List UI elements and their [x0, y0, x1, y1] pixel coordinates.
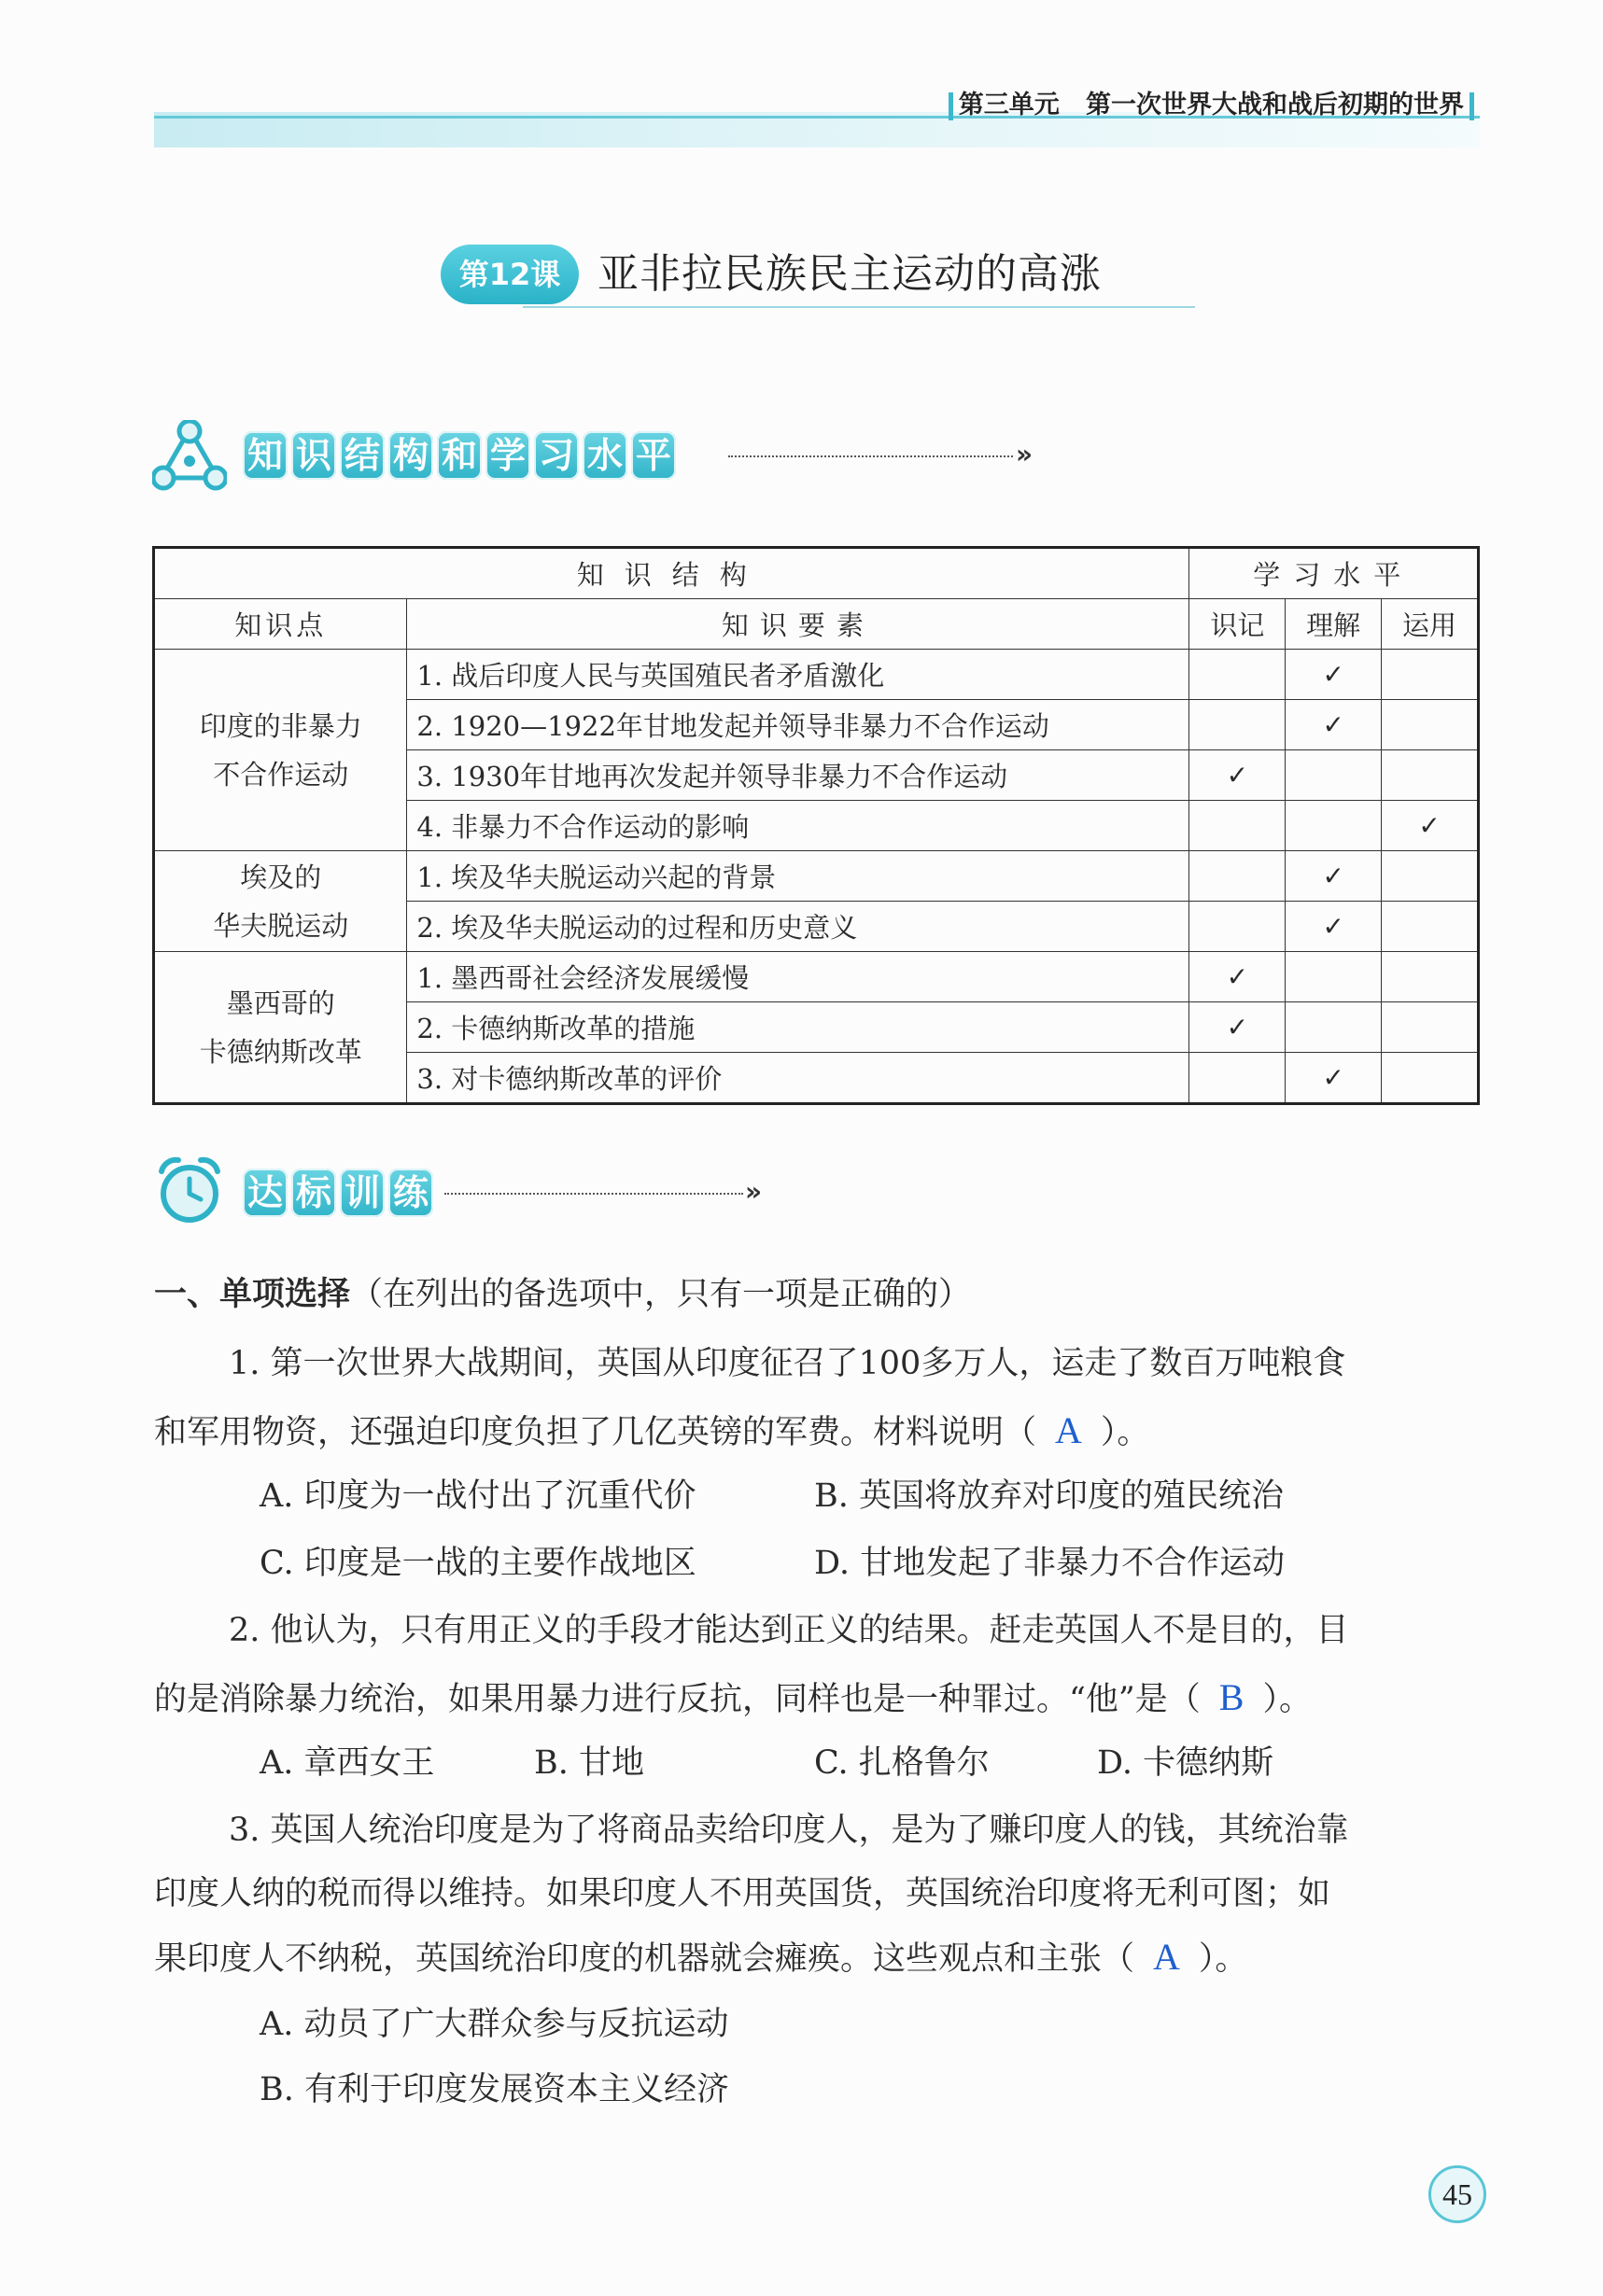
header-learning-level: 学习水平 [1189, 548, 1479, 599]
q1-option-c: C. 印度是一战的主要作战地区 [260, 1545, 696, 1582]
check-mark: ✓ [1189, 750, 1286, 801]
section-char: 构 [388, 431, 433, 480]
level-cell [1189, 1053, 1286, 1104]
section-char: 达 [243, 1169, 288, 1217]
col-knowledge-point: 知识点 [154, 599, 407, 650]
q1-stem: 和军用物资，还强迫印度负担了几亿英镑的军费。材料说明（ [154, 1414, 1037, 1451]
level-cell [1286, 1002, 1382, 1053]
section-char: 学 [485, 431, 530, 480]
lesson-underline [523, 306, 1195, 308]
part-note: （在列出的备选项中，只有一项是正确的） [350, 1276, 972, 1313]
section-char: 结 [340, 431, 385, 480]
q2-option-b: B. 甘地 [534, 1744, 644, 1782]
section-char: 知 [243, 431, 288, 480]
level-cell [1286, 801, 1382, 851]
level-cell [1189, 902, 1286, 952]
knowledge-point-cell [154, 952, 407, 1104]
q3-line3 [154, 1934, 1247, 1982]
knowledge-point-cell [154, 650, 407, 851]
q3-line2: 印度人纳的税而得以维持。如果印度人不用英国货，英国统治印度将无利可图；如 [154, 1875, 1331, 1912]
knowledge-point-line: 印度的非暴力 [199, 709, 362, 742]
running-header [896, 84, 1480, 120]
level-cell [1382, 1053, 1479, 1104]
section-arrow-icon: » [745, 1176, 763, 1207]
knowledge-point-line: 埃及的 [240, 861, 322, 893]
q3-stem-end: ）。 [1198, 1940, 1248, 1978]
section-char: 练 [388, 1169, 433, 1217]
knowledge-point-line: 华夫脱运动 [213, 909, 349, 942]
knowledge-table [152, 546, 1480, 1105]
alarm-clock-icon [152, 1153, 227, 1227]
knowledge-point-cell [154, 851, 407, 952]
q2-option-c: C. 扎格鲁尔 [814, 1744, 990, 1782]
header-title: 第一次世界大战和战后初期的世界 [1086, 91, 1464, 119]
element-text: 2. 卡德纳斯改革的措施 [407, 1002, 1189, 1053]
section-dotted-rule [728, 455, 1013, 457]
level-cell [1382, 952, 1479, 1002]
q2-line1: 2. 他认为，只有用正义的手段才能达到正义的结果。赶走英国人不是目的，目 [229, 1612, 1349, 1649]
q3-stem: 果印度人不纳税，英国统治印度的机器就会瘫痪。这些观点和主张（ [154, 1940, 1135, 1978]
section-char: 识 [291, 431, 336, 480]
q1-option-d: D. 甘地发起了非暴力不合作运动 [814, 1545, 1286, 1582]
q2-stem: 的是消除暴力统治，如果用暴力进行反抗，同样也是一种罪过。“他”是（ [154, 1681, 1201, 1718]
header-unit: 第三单元 [958, 91, 1060, 119]
level-cell [1382, 750, 1479, 801]
section-knowledge-title [243, 431, 676, 480]
check-mark: ✓ [1189, 1002, 1286, 1053]
element-text: 2. 1920—1922年甘地发起并领导非暴力不合作运动 [407, 700, 1189, 750]
q3-line1: 3. 英国人统治印度是为了将商品卖给印度人，是为了赚印度人的钱，其统治靠 [229, 1812, 1349, 1849]
table-subheader-row [154, 599, 1479, 650]
knowledge-point-line: 墨西哥的 [226, 987, 335, 1019]
q2-stem-end: ）。 [1262, 1681, 1312, 1718]
section-char: 训 [340, 1169, 385, 1217]
level-cell [1189, 650, 1286, 700]
level-cell [1189, 801, 1286, 851]
check-mark: ✓ [1286, 650, 1382, 700]
table-header-row [154, 548, 1479, 599]
triangle-network-icon [152, 420, 227, 495]
lesson-title: 亚非拉民族民主运动的高涨 [598, 250, 1102, 298]
element-text: 2. 埃及华夫脱运动的过程和历史意义 [407, 902, 1189, 952]
level-cell [1189, 851, 1286, 902]
level-cell [1382, 1002, 1479, 1053]
table-row [154, 650, 1479, 700]
q1-line1: 1. 第一次世界大战期间，英国从印度征召了100多万人，运走了数百万吨粮食 [229, 1345, 1346, 1382]
section-arrow-icon: » [1016, 439, 1034, 469]
check-mark: ✓ [1286, 1053, 1382, 1104]
knowledge-point-line: 卡德纳斯改革 [199, 1035, 362, 1068]
check-mark: ✓ [1286, 902, 1382, 952]
level-cell [1189, 700, 1286, 750]
col-knowledge-elements: 知识要素 [407, 599, 1189, 650]
q3-option-a: A. 动员了广大群众参与反抗运动 [260, 2006, 729, 2043]
element-text: 1. 墨西哥社会经济发展缓慢 [407, 952, 1189, 1002]
check-mark: ✓ [1286, 851, 1382, 902]
check-mark: ✓ [1286, 700, 1382, 750]
col-understand: 理解 [1286, 599, 1382, 650]
q3-answer: A [1153, 1936, 1180, 1978]
header-knowledge-structure: 知识结构 [154, 548, 1189, 599]
q1-option-b: B. 英国将放弃对印度的殖民统治 [814, 1477, 1284, 1515]
q2-option-a: A. 章西女王 [260, 1744, 435, 1782]
check-mark: ✓ [1382, 801, 1479, 851]
level-cell [1382, 700, 1479, 750]
lesson-number: 第12课 [441, 245, 579, 304]
part-heading [154, 1271, 971, 1318]
section-char: 习 [534, 431, 579, 480]
q1-line2 [154, 1407, 1149, 1456]
header-bar-left [949, 92, 953, 120]
knowledge-point-line: 不合作运动 [213, 758, 349, 791]
col-memorize: 识记 [1189, 599, 1286, 650]
q1-stem-end: ）。 [1100, 1414, 1150, 1451]
part-title: 一、单项选择 [154, 1276, 351, 1313]
level-cell [1286, 952, 1382, 1002]
section-training-title [243, 1169, 433, 1217]
table-row [154, 851, 1479, 902]
q2-option-d: D. 卡德纳斯 [1097, 1744, 1274, 1782]
element-text: 1. 战后印度人民与英国殖民者矛盾激化 [407, 650, 1189, 700]
level-cell [1382, 902, 1479, 952]
q1-answer: A [1055, 1409, 1082, 1451]
q2-answer: B [1218, 1676, 1244, 1718]
table-row [154, 952, 1479, 1002]
q3-option-b: B. 有利于印度发展资本主义经济 [260, 2071, 729, 2108]
check-mark: ✓ [1189, 952, 1286, 1002]
element-text: 3. 对卡德纳斯改革的评价 [407, 1053, 1189, 1104]
q2-line2 [154, 1674, 1312, 1723]
q1-option-a: A. 印度为一战付出了沉重代价 [260, 1477, 696, 1515]
page-number: 45 [1428, 2165, 1486, 2223]
header-bar-right [1469, 92, 1474, 120]
section-char: 水 [583, 431, 627, 480]
section-char: 平 [631, 431, 676, 480]
section-dotted-rule [444, 1193, 743, 1195]
section-char: 和 [437, 431, 482, 480]
element-text: 3. 1930年甘地再次发起并领导非暴力不合作运动 [407, 750, 1189, 801]
element-text: 4. 非暴力不合作运动的影响 [407, 801, 1189, 851]
level-cell [1382, 650, 1479, 700]
level-cell [1286, 750, 1382, 801]
col-apply: 运用 [1382, 599, 1479, 650]
level-cell [1382, 851, 1479, 902]
section-char: 标 [291, 1169, 336, 1217]
element-text: 1. 埃及华夫脱运动兴起的背景 [407, 851, 1189, 902]
